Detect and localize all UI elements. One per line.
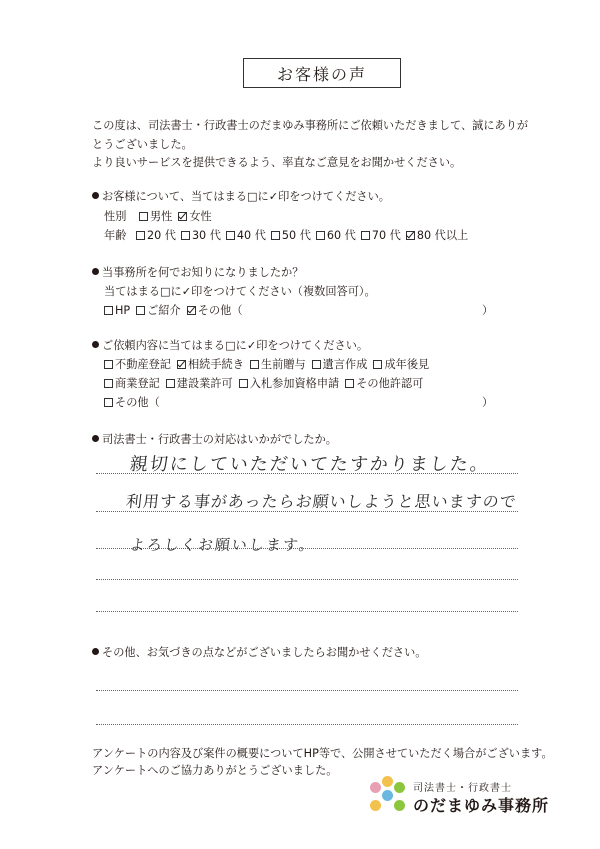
checkbox-label: ご紹介 xyxy=(147,304,181,317)
checkbox-label: 建設業許可 xyxy=(176,377,233,390)
checkbox-option[interactable] xyxy=(136,302,181,318)
checkbox-icon[interactable] xyxy=(226,231,235,240)
handwritten-answer-line: 利用する事があったらお願いしようと思いますので xyxy=(124,492,518,511)
checked-box-icon[interactable] xyxy=(178,212,187,221)
checkbox-option[interactable] xyxy=(373,356,429,372)
checkbox-option[interactable] xyxy=(104,356,171,372)
checkbox-label: 50 代 xyxy=(281,229,311,242)
checkbox-label: 生前贈与 xyxy=(260,358,306,371)
question-customer-info xyxy=(92,188,390,204)
checked-box-icon[interactable] xyxy=(177,360,186,369)
checkbox-icon[interactable] xyxy=(136,231,145,240)
checkbox-label: 男性 xyxy=(149,210,173,223)
checkbox-option[interactable] xyxy=(406,227,468,243)
checkbox-icon[interactable] xyxy=(104,306,113,315)
answer-line xyxy=(96,548,518,549)
checkbox-option[interactable] xyxy=(312,356,368,372)
checkbox-option[interactable] xyxy=(166,375,233,391)
footer-line: アンケートの内容及び案件の概要についてHP等で、公開させていただく場合がございます。 xyxy=(92,747,553,760)
bullet-icon xyxy=(92,648,99,655)
source-row xyxy=(104,302,249,318)
question-text: 司法書士・行政書士の対応はいかがでしたか。 xyxy=(102,433,337,446)
checkbox-icon[interactable] xyxy=(104,398,113,407)
checkbox-icon[interactable] xyxy=(271,231,280,240)
gender-row xyxy=(104,208,218,224)
question-staff-response xyxy=(92,431,337,447)
answer-line xyxy=(96,511,518,512)
question-text: ご依頼内容に当てはまる□に✓印をつけてください。 xyxy=(102,339,369,352)
checkbox-option[interactable] xyxy=(139,208,172,224)
bullet-icon xyxy=(92,268,99,275)
checkbox-label: 入札参加資格申請 xyxy=(249,377,340,390)
checkbox-label: 成年後見 xyxy=(384,358,430,371)
checkbox-label: 60 代 xyxy=(326,229,356,242)
checkbox-option[interactable] xyxy=(316,227,356,243)
checkbox-label: 30 代 xyxy=(191,229,221,242)
checkbox-label: その他許認可 xyxy=(356,377,424,390)
checkbox-option[interactable] xyxy=(136,227,176,243)
handwritten-answer-line: 親切にしていただいてたすかりました。 xyxy=(128,454,491,475)
checkbox-option[interactable] xyxy=(187,302,243,318)
question-how-found xyxy=(92,264,303,280)
checkbox-option[interactable] xyxy=(250,356,306,372)
checkbox-label: HP xyxy=(115,304,131,317)
checkbox-label: その他（ xyxy=(115,396,160,409)
request-row-1 xyxy=(104,356,435,372)
checkbox-icon[interactable] xyxy=(136,306,145,315)
checkbox-label: 商業登記 xyxy=(115,377,160,390)
checkbox-label: 70 代 xyxy=(371,229,401,242)
checkbox-icon[interactable] xyxy=(104,360,113,369)
instruction-text: 当てはまる□に✓印をつけてください（複数回答可）。 xyxy=(104,285,376,298)
intro-text xyxy=(92,117,529,173)
question-request-type xyxy=(92,337,368,353)
page-title: お客様の声 xyxy=(243,58,401,88)
checkbox-option[interactable] xyxy=(226,227,266,243)
checkbox-icon[interactable] xyxy=(312,360,321,369)
checkbox-icon[interactable] xyxy=(166,379,175,388)
bullet-icon xyxy=(92,435,99,442)
checkbox-option[interactable] xyxy=(239,375,340,391)
close-paren: ） xyxy=(482,396,494,409)
checkbox-option[interactable] xyxy=(104,375,160,391)
gender-label: 性別 xyxy=(104,210,127,223)
answer-line xyxy=(96,724,518,725)
checkbox-icon[interactable] xyxy=(139,212,148,221)
bullet-icon xyxy=(92,192,99,199)
checkbox-option[interactable] xyxy=(345,375,423,391)
question-text: 当事務所を何でお知りになりましたか？ xyxy=(102,266,304,279)
bullet-icon xyxy=(92,341,99,348)
checked-box-icon[interactable] xyxy=(187,306,196,315)
answer-line xyxy=(96,611,518,612)
checkbox-option[interactable] xyxy=(178,208,211,224)
request-row-2 xyxy=(104,375,429,391)
answer-line xyxy=(96,579,518,580)
checked-box-icon[interactable] xyxy=(406,231,415,240)
logo-name: のだまゆみ事務所 xyxy=(413,796,550,815)
checkbox-icon[interactable] xyxy=(181,231,190,240)
logo-subtitle: 司法書士・行政書士 xyxy=(413,783,512,794)
checkbox-label: 20 代 xyxy=(146,229,176,242)
checkbox-icon[interactable] xyxy=(239,379,248,388)
checkbox-label: 相続手続き xyxy=(187,358,244,371)
checkbox-label: 遺言作成 xyxy=(322,358,368,371)
checkbox-option[interactable] xyxy=(177,356,244,372)
checkbox-label: その他（ xyxy=(197,304,243,317)
handwritten-answer-line: よろしくお願いします。 xyxy=(129,536,317,554)
answer-line xyxy=(96,690,518,691)
checkbox-label: 不動産登記 xyxy=(115,358,171,371)
checkbox-icon[interactable] xyxy=(104,379,113,388)
checkbox-label: 80 代以上 xyxy=(416,229,469,242)
checkbox-option[interactable] xyxy=(104,394,160,410)
checkbox-icon[interactable] xyxy=(361,231,370,240)
checkbox-icon[interactable] xyxy=(316,231,325,240)
age-label: 年齢 xyxy=(104,229,127,242)
answer-line xyxy=(96,473,518,474)
checkbox-option[interactable] xyxy=(361,227,401,243)
checkbox-option[interactable] xyxy=(181,227,221,243)
checkbox-label: 40 代 xyxy=(236,229,266,242)
question-text: お客様について、当てはまる□に✓印をつけてください。 xyxy=(102,190,390,203)
checkbox-label: 女性 xyxy=(189,210,212,223)
logo-mark-icon xyxy=(369,776,407,816)
age-row xyxy=(104,227,473,243)
intro-line: この度は、司法書士・行政書士のだまゆみ事務所にご依頼いただきまして、誠にありが xyxy=(92,119,529,132)
office-logo xyxy=(369,776,550,816)
request-row-3 xyxy=(104,394,166,410)
checkbox-icon[interactable] xyxy=(373,360,382,369)
checkbox-option[interactable] xyxy=(104,304,130,317)
intro-line: とうございました。 xyxy=(92,137,193,151)
checkbox-option[interactable] xyxy=(271,227,311,243)
close-paren: ） xyxy=(482,304,494,317)
footer-line: アンケートへのご協力ありがとうございました。 xyxy=(92,764,338,777)
footer-note xyxy=(92,745,553,779)
checkbox-icon[interactable] xyxy=(250,360,259,369)
question-text: その他、お気づきの点などがございましたらお聞かせください。 xyxy=(102,646,427,659)
checkbox-icon[interactable] xyxy=(345,379,354,388)
question-other-comments xyxy=(92,644,426,660)
intro-line: より良いサービスを提供できるよう、率直なご意見をお聞かせください。 xyxy=(92,156,462,169)
